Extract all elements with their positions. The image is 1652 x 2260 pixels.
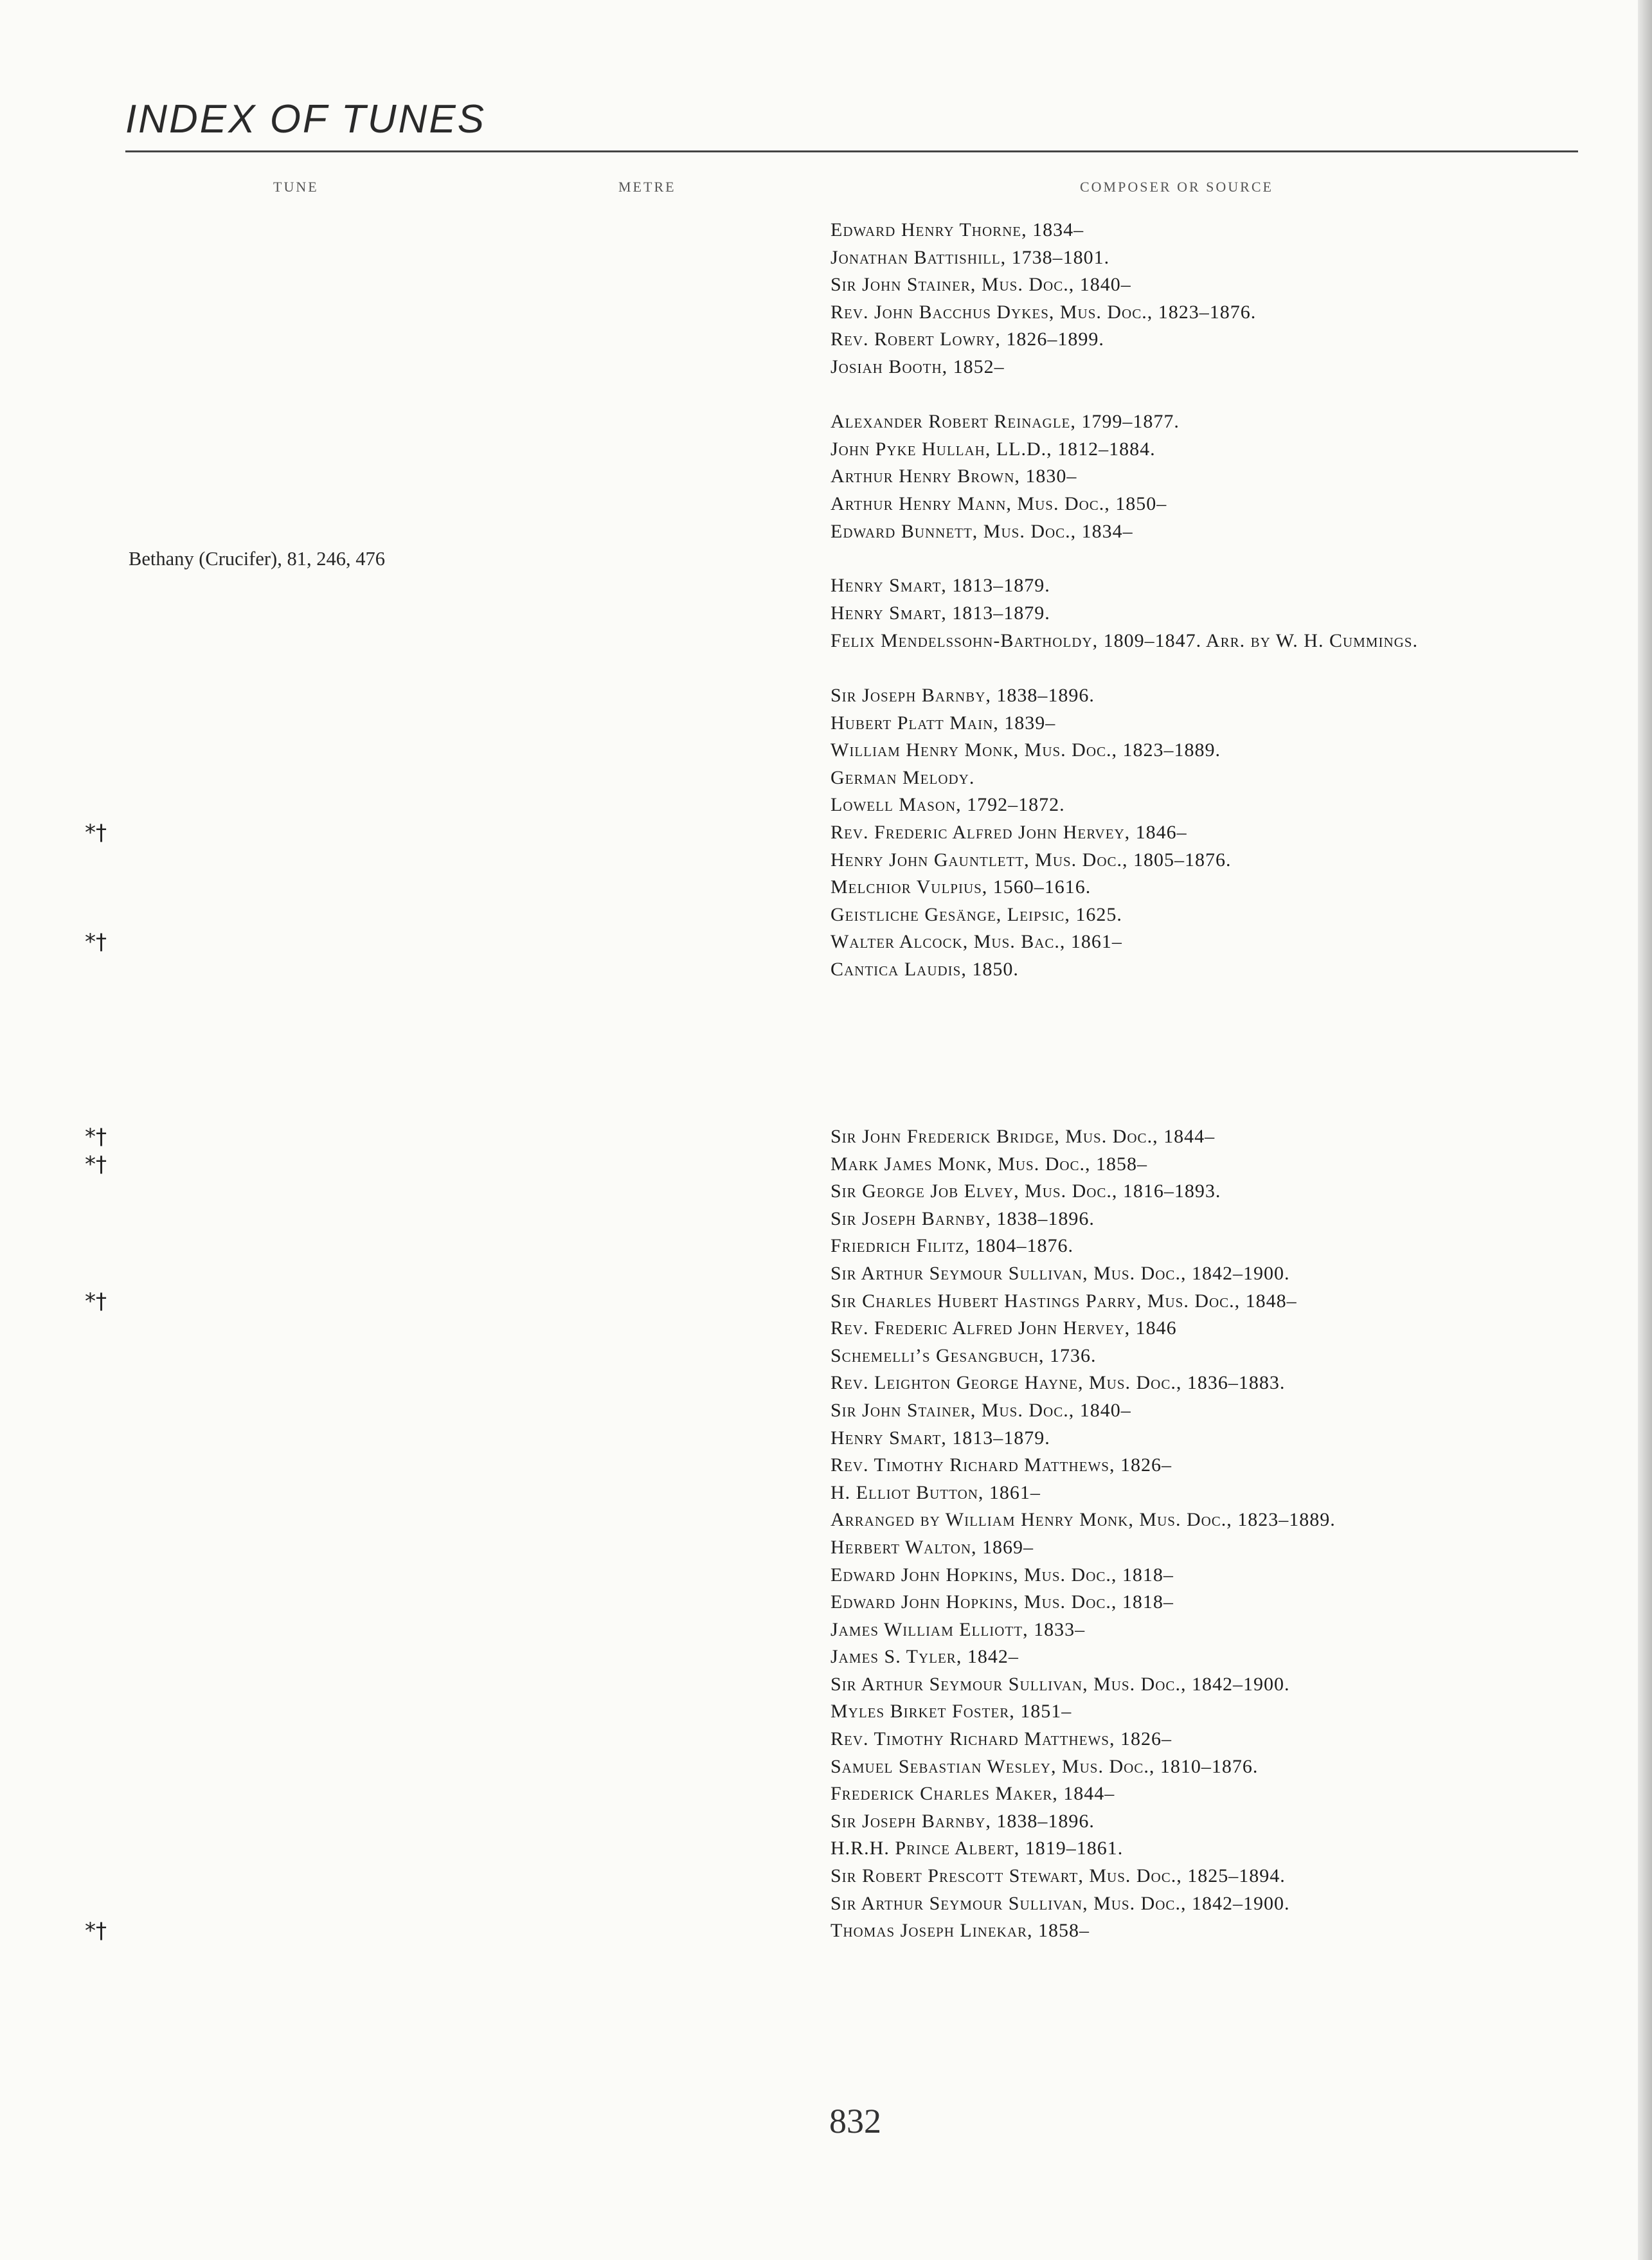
column-header-tune: TUNE bbox=[273, 179, 319, 195]
index-row bbox=[0, 351, 1633, 379]
index-row bbox=[0, 1832, 1633, 1860]
composer-source: William Henry Monk, Mus. Doc., 1823–1889. bbox=[830, 739, 1221, 761]
index-row bbox=[0, 1723, 1633, 1751]
index-row bbox=[0, 242, 1633, 269]
composer-source: John Pyke Hullah, LL.D., 1812–1884. bbox=[830, 438, 1156, 460]
index-row bbox=[0, 1641, 1633, 1668]
composer-source: Sir Arthur Seymour Sullivan, Mus. Doc., 1842–1900. bbox=[830, 1892, 1290, 1914]
index-row bbox=[0, 433, 1633, 461]
composer-source: Henry Smart, 1813–1879. bbox=[830, 602, 1050, 624]
index-row bbox=[0, 543, 1633, 597]
index-row bbox=[0, 1559, 1633, 1587]
index-row bbox=[0, 379, 1633, 406]
index-row bbox=[0, 1477, 1633, 1505]
index-row bbox=[0, 680, 1633, 707]
index-row bbox=[0, 1449, 1633, 1477]
index-row bbox=[0, 516, 1633, 543]
composer-source: James William Elliott, 1833– bbox=[830, 1618, 1086, 1640]
index-row bbox=[0, 1395, 1633, 1422]
composer-source: Sir Charles Hubert Hastings Parry, Mus. Doc., 1848– bbox=[830, 1290, 1297, 1312]
index-row bbox=[0, 597, 1633, 625]
composer-source: Thomas Joseph Linekar, 1858– bbox=[830, 1920, 1090, 1942]
index-row bbox=[0, 1340, 1633, 1368]
index-row bbox=[0, 1778, 1633, 1805]
row-marker: *† bbox=[85, 1288, 107, 1314]
composer-source: H. Elliot Button, 1861– bbox=[830, 1481, 1041, 1503]
composer-source: Arthur Henry Brown, 1830– bbox=[830, 466, 1077, 487]
composer-source: Rev. Timothy Richard Matthews, 1826– bbox=[830, 1454, 1172, 1476]
index-row bbox=[0, 1230, 1633, 1258]
index-row bbox=[0, 214, 1633, 242]
index-row bbox=[0, 460, 1633, 488]
index-row bbox=[0, 1148, 1633, 1176]
composer-source: Hubert Platt Main, 1839– bbox=[830, 712, 1056, 734]
index-row bbox=[0, 871, 1633, 899]
composer-source: Arranged by William Henry Monk, Mus. Doc., 1823–1889. bbox=[830, 1509, 1336, 1531]
page-number: 832 bbox=[829, 2102, 881, 2140]
composer-source: Herbert Walton, 1869– bbox=[830, 1536, 1034, 1558]
column-header-metre: METRE bbox=[618, 179, 676, 195]
index-row bbox=[0, 1504, 1633, 1532]
composer-source: Rev. Leighton George Hayne, Mus. Doc., 1836–1883. bbox=[830, 1372, 1286, 1394]
tune-name bbox=[129, 545, 489, 573]
composer-source: James S. Tyler, 1842– bbox=[830, 1646, 1019, 1668]
composer-source: Sir John Frederick Bridge, Mus. Doc., 1844– bbox=[830, 1126, 1216, 1147]
composer-source: Edward John Hopkins, Mus. Doc., 1818– bbox=[830, 1564, 1174, 1586]
index-row bbox=[0, 734, 1633, 762]
composer-source: Rev. Timothy Richard Matthews, 1826– bbox=[830, 1728, 1172, 1750]
composer-source: Mark James Monk, Mus. Doc., 1858– bbox=[830, 1153, 1148, 1175]
index-row bbox=[0, 1367, 1633, 1395]
index-row bbox=[0, 817, 1633, 844]
index-row bbox=[0, 1805, 1633, 1833]
index-row bbox=[0, 323, 1633, 351]
composer-source: Henry John Gauntlett, Mus. Doc., 1805–1876. bbox=[830, 849, 1232, 871]
row-marker: *† bbox=[85, 929, 107, 955]
index-row bbox=[0, 954, 1633, 981]
index-row bbox=[0, 296, 1633, 324]
row-marker: *† bbox=[85, 1124, 107, 1150]
index-row bbox=[0, 269, 1633, 296]
index-row bbox=[0, 488, 1633, 516]
composer-source: Myles Birket Foster, 1851– bbox=[830, 1701, 1072, 1722]
composer-source: Rev. Frederic Alfred John Hervey, 1846– bbox=[830, 822, 1187, 844]
composer-source: Melchior Vulpius, 1560–1616. bbox=[830, 876, 1091, 898]
composer-source: Jonathan Battishill, 1738–1801. bbox=[830, 246, 1110, 268]
composer-source: Sir Arthur Seymour Sullivan, Mus. Doc., 1842–1900. bbox=[830, 1262, 1290, 1284]
composer-source: Cantica Laudis, 1850. bbox=[830, 959, 1019, 981]
composer-source: Sir Joseph Barnby, 1838–1896. bbox=[830, 1810, 1095, 1832]
composer-source: Sir Robert Prescott Stewart, Mus. Doc., 1825–1894. bbox=[830, 1865, 1286, 1887]
column-header-composer: COMPOSER OR SOURCE bbox=[1080, 179, 1273, 195]
title-rule bbox=[125, 150, 1578, 152]
row-marker: *† bbox=[85, 820, 107, 846]
composer-source: Sir John Stainer, Mus. Doc., 1840– bbox=[830, 1399, 1131, 1421]
composer-source: Rev. Frederic Alfred John Hervey, 1846 bbox=[830, 1317, 1177, 1339]
composer-source: Friedrich Filitz, 1804–1876. bbox=[830, 1235, 1074, 1257]
index-row bbox=[0, 707, 1633, 735]
index-row bbox=[0, 1915, 1633, 1942]
page-edge-shadow bbox=[1638, 0, 1652, 2260]
composer-source: Rev. Robert Lowry, 1826–1899. bbox=[830, 329, 1104, 350]
composer-source: Schemelli’s Gesangbuch, 1736. bbox=[830, 1344, 1097, 1366]
tune-text: Bethany (Crucifer), 81, 246, 476 bbox=[129, 548, 385, 570]
composer-source: Alexander Robert Reinagle, 1799–1877. bbox=[830, 411, 1180, 433]
index-row bbox=[0, 1860, 1633, 1888]
index-row bbox=[0, 1175, 1633, 1203]
composer-source: Sir Joseph Barnby, 1838–1896. bbox=[830, 1207, 1095, 1229]
composer-source: Frederick Charles Maker, 1844– bbox=[830, 1783, 1115, 1805]
index-row bbox=[0, 1312, 1633, 1340]
index-row bbox=[0, 844, 1633, 872]
index-row bbox=[0, 1695, 1633, 1723]
index-row bbox=[0, 1751, 1633, 1778]
index-row bbox=[0, 1614, 1633, 1641]
index-row bbox=[0, 1285, 1633, 1313]
index-row bbox=[0, 1121, 1633, 1148]
index-row bbox=[0, 1203, 1633, 1231]
index-row bbox=[0, 1668, 1633, 1696]
index-row bbox=[0, 1532, 1633, 1559]
composer-source: Felix Mendelssohn-Bartholdy, 1809–1847. Arr. by W. H. Cummings. bbox=[830, 629, 1418, 651]
composer-source: Geistliche Gesänge, Leipsic, 1625. bbox=[830, 903, 1122, 925]
composer-source: Sir Arthur Seymour Sullivan, Mus. Doc., 1842–1900. bbox=[830, 1673, 1290, 1695]
index-row bbox=[0, 789, 1633, 817]
index-row bbox=[0, 406, 1633, 433]
composer-source: Lowell Mason, 1792–1872. bbox=[830, 794, 1065, 816]
composer-source: H.R.H. Prince Albert, 1819–1861. bbox=[830, 1838, 1124, 1859]
row-marker: *† bbox=[85, 1918, 107, 1944]
index-row bbox=[0, 899, 1633, 927]
index-row bbox=[0, 1888, 1633, 1915]
composer-source: Rev. John Bacchus Dykes, Mus. Doc., 1823–1876. bbox=[830, 301, 1257, 323]
composer-source: Walter Alcock, Mus. Bac., 1861– bbox=[830, 931, 1122, 953]
composer-source: Josiah Booth, 1852– bbox=[830, 356, 1005, 377]
index-row bbox=[0, 1586, 1633, 1614]
composer-source: Samuel Sebastian Wesley, Mus. Doc., 1810–1876. bbox=[830, 1755, 1259, 1777]
composer-source: Sir Joseph Barnby, 1838–1896. bbox=[830, 685, 1095, 707]
index-section-b bbox=[0, 214, 1633, 981]
index-row bbox=[0, 926, 1633, 954]
composer-source: German Melody. bbox=[830, 766, 975, 788]
composer-source: Henry Smart, 1813–1879. bbox=[830, 1427, 1050, 1449]
page-title: INDEX OF TUNES bbox=[125, 97, 487, 141]
composer-source: Arthur Henry Mann, Mus. Doc., 1850– bbox=[830, 493, 1167, 514]
index-section-c bbox=[0, 1121, 1633, 1942]
row-marker: *† bbox=[85, 1151, 107, 1177]
index-row bbox=[0, 762, 1633, 790]
index-row bbox=[0, 1258, 1633, 1285]
composer-source: Edward John Hopkins, Mus. Doc., 1818– bbox=[830, 1591, 1174, 1613]
composer-source: Edward Bunnett, Mus. Doc., 1834– bbox=[830, 520, 1133, 542]
index-row bbox=[0, 625, 1633, 680]
composer-source: Edward Henry Thorne, 1834– bbox=[830, 219, 1084, 240]
composer-source: Henry Smart, 1813–1879. bbox=[830, 575, 1050, 597]
composer-source: Sir George Job Elvey, Mus. Doc., 1816–1893. bbox=[830, 1180, 1221, 1202]
index-row bbox=[0, 1422, 1633, 1450]
composer-source: Sir John Stainer, Mus. Doc., 1840– bbox=[830, 274, 1131, 296]
